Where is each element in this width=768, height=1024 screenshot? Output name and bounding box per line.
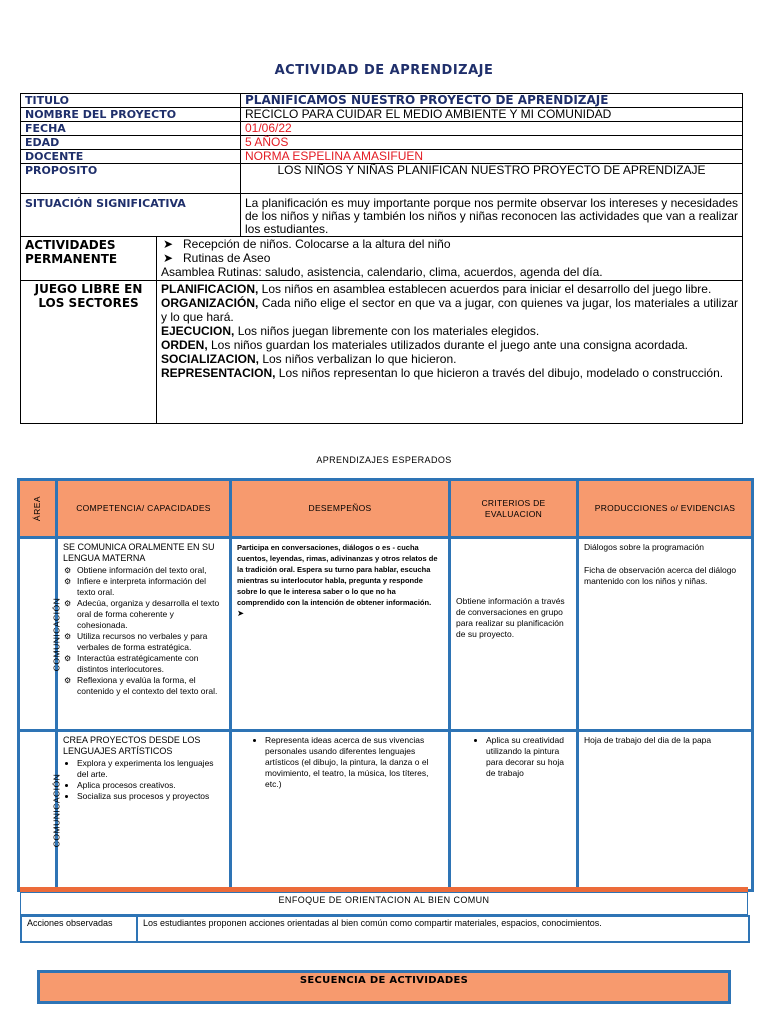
capacidad-item: • Explora y experimenta los lenguajes del arte. bbox=[77, 758, 224, 780]
actividades-cell bbox=[157, 237, 743, 281]
header-area: ÁREA bbox=[19, 480, 57, 538]
edad-label: EDAD bbox=[21, 136, 241, 150]
juego-step: ORGANIZACIÓN, Cada niño elige el sector en que va a jugar, con quienes va jugar, los materiales a utilizar y lo que hará. bbox=[161, 296, 738, 324]
competencia-title: CREA PROYECTOS DESDE LOS LENGUAJES ARTÍSTICOS bbox=[63, 735, 201, 756]
header-desempenos: DESEMPEÑOS bbox=[231, 480, 450, 538]
criterio-cell bbox=[450, 731, 578, 891]
docente-value: NORMA ESPELINA AMASIFUEN bbox=[241, 150, 743, 164]
juego-cell bbox=[157, 281, 743, 424]
proposito-value: LOS NIÑOS Y NIÑAS PLANIFICAN NUESTRO PROYECTO DE APRENDIZAJE bbox=[241, 164, 743, 194]
edad-value: 5 AÑOS bbox=[241, 136, 743, 150]
capacidad-item: • Socializa sus procesos y proyectos bbox=[77, 791, 224, 802]
desempeno-cell bbox=[231, 731, 450, 891]
actividades-extra: Asamblea Rutinas: saludo, asistencia, calendario, clima, acuerdos, agenda del día. bbox=[161, 265, 603, 279]
acciones-table bbox=[20, 915, 750, 943]
capacidad-item: ⚙ Obtiene información del texto oral, bbox=[77, 565, 224, 576]
capacidad-item: ⚙ Utiliza recursos no verbales y para verbales de forma estratégica. bbox=[77, 631, 224, 653]
desempeno-cell bbox=[231, 538, 450, 731]
produccion-item: Ficha de observación acerca del diálogo mantenido con los niños y niñas. bbox=[584, 565, 737, 586]
proposito-label: PROPOSITO bbox=[21, 164, 241, 194]
criterio-cell bbox=[450, 538, 578, 731]
nombre-proyecto-value: RECICLO PARA CUIDAR EL MEDIO AMBIENTE Y MI COMUNIDAD bbox=[241, 108, 743, 122]
actividades-item: ➤ Recepción de niños. Colocarse a la altura del niño bbox=[163, 237, 451, 251]
actividades-label: ACTIVIDADES PERMANENTE bbox=[21, 237, 157, 281]
info-table bbox=[20, 93, 743, 424]
aprendizajes-table bbox=[17, 478, 754, 892]
secuencia-title: SECUENCIA DE ACTIVIDADES bbox=[37, 970, 731, 1004]
produccion-item: Hoja de trabajo del dia de la papa bbox=[584, 735, 712, 745]
actividades-item: ➤ Rutinas de Aseo bbox=[163, 251, 271, 265]
arrow-bullet-icon: ➤ bbox=[163, 251, 174, 265]
juego-step: PLANIFICACION, Los niños en asamblea establecen acuerdos para iniciar el desarrollo del juego libre. bbox=[161, 282, 712, 296]
arrow-bullet-icon: ➤ bbox=[237, 608, 245, 618]
area-cell: COMUNICACIÓN bbox=[19, 538, 57, 731]
competencia-cell bbox=[57, 538, 231, 731]
titulo-label: TITULO bbox=[21, 94, 241, 108]
criterio-text: Obtiene información a través de conversaciones en grupo para realizar su planificación de su proyecto. bbox=[456, 596, 565, 639]
competencia-cell bbox=[57, 731, 231, 891]
titulo-value: PLANIFICAMOS NUESTRO PROYECTO DE APRENDIZAJE bbox=[241, 94, 743, 108]
producciones-cell bbox=[578, 538, 753, 731]
capacidad-item: ⚙ Reflexiona y evalúa la forma, el contenido y el contexto del texto oral. bbox=[77, 675, 224, 697]
docente-label: DOCENTE bbox=[21, 150, 241, 164]
header-competencia: COMPETENCIA/ CAPACIDADES bbox=[57, 480, 231, 538]
juego-step: REPRESENTACION, Los niños representan lo que hicieron a través del dibujo, modelado o construcción. bbox=[161, 366, 724, 380]
juego-step: EJECUCION, Los niños juegan libremente con los materiales elegidos. bbox=[161, 324, 540, 338]
acciones-label: Acciones observadas bbox=[21, 916, 137, 942]
capacidad-item: ⚙ Infiere e interpreta información del texto oral. bbox=[77, 576, 224, 598]
capacidad-item: ⚙ Adecúa, organiza y desarrolla el texto oral de forma coherente y cohesionada. bbox=[77, 598, 224, 631]
capacidad-item: • Aplica procesos creativos. bbox=[77, 780, 224, 791]
arrow-bullet-icon: ➤ bbox=[163, 237, 174, 251]
juego-step: ORDEN, Los niños guardan los materiales utilizados durante el juego ante una consigna acordada. bbox=[161, 338, 688, 352]
fecha-value: 01/06/22 bbox=[241, 122, 743, 136]
situacion-value: La planificación es muy importante porque nos permite observar los intereses y necesidades de los niños y niñas y también los niños y niñas reconocen las actividades que van a realizar los estudiantes. bbox=[241, 194, 743, 237]
produccion-item: Diálogos sobre la programación bbox=[584, 542, 705, 552]
header-criterios: CRITERIOS DE EVALUACION bbox=[450, 480, 578, 538]
juego-step: SOCIALIZACION, Los niños verbalizan lo que hicieron. bbox=[161, 352, 457, 366]
producciones-cell bbox=[578, 731, 753, 891]
desempeno-text: • Representa ideas acerca de sus vivencias personales usando diferentes lenguajes artísticos (el dibujo, la pintura, la danza o el movimiento, el teatro, la música, los títeres, etc.) bbox=[265, 735, 443, 790]
header-producciones: PRODUCCIONES o/ EVIDENCIAS bbox=[578, 480, 753, 538]
capacidad-item: ⚙ Interactúa estratégicamente con distintos interlocutores. bbox=[77, 653, 224, 675]
situacion-label: SITUACIÓN SIGNIFICATIVA bbox=[21, 194, 241, 237]
acciones-value: Los estudiantes proponen acciones orientadas al bien común como compartir materiales, espacios, conocimientos. bbox=[137, 916, 749, 942]
juego-label: JUEGO LIBRE EN LOS SECTORES bbox=[21, 281, 157, 424]
enfoque-title: ENFOQUE DE ORIENTACION AL BIEN COMUN bbox=[20, 892, 748, 915]
nombre-proyecto-label: NOMBRE DEL PROYECTO bbox=[21, 108, 241, 122]
desempeno-text: Participa en conversaciones, diálogos o es - cucha cuentos, leyendas, rimas, adivinanzas y otros relatos de la tradición oral. Espera su turno para hablar, escucha mientras su interlocutor habla, pregunta y responde sobre lo que le interesa saber o lo que no ha comprendido con la intención de obtener información. bbox=[237, 543, 438, 607]
competencia-title: SE COMUNICA ORALMENTE EN SU LENGUA MATERNA bbox=[63, 542, 215, 563]
aprendizajes-title: APRENDIZAJES ESPERADOS bbox=[316, 455, 452, 465]
area-cell: COMUNICACIÓN bbox=[19, 731, 57, 891]
document-title: ACTIVIDAD DE APRENDIZAJE bbox=[274, 63, 494, 78]
criterio-text: • Aplica su creatividad utilizando la pintura para decorar su hoja de trabajo bbox=[486, 735, 571, 779]
fecha-label: FECHA bbox=[21, 122, 241, 136]
